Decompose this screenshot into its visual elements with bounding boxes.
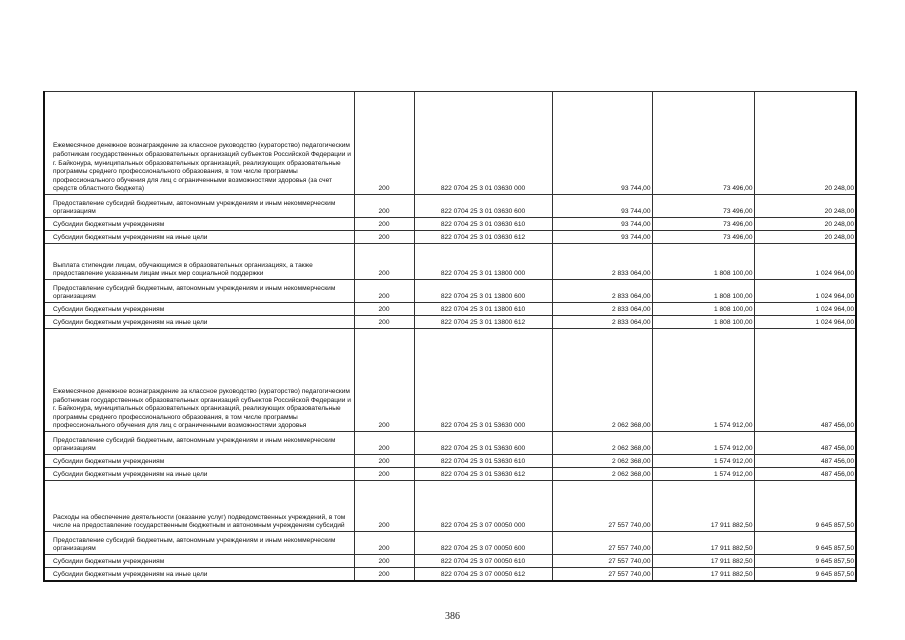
table-row <box>44 316 856 329</box>
table-row <box>44 481 856 532</box>
cell-code: 200 <box>354 468 414 481</box>
cell-code: 200 <box>354 316 414 329</box>
cell-v3: 1 024 964,00 <box>754 244 856 280</box>
cell-v2: 1 808 100,00 <box>652 280 754 303</box>
cell-v2: 17 911 882,50 <box>652 568 754 581</box>
cell-name: Предоставление субсидий бюджетным, автономным учреждениям и иным некоммерческим организациям <box>44 432 354 455</box>
cell-kbk: 822 0704 25 3 01 13800 612 <box>414 316 552 329</box>
cell-v3: 487 456,00 <box>754 468 856 481</box>
cell-code: 200 <box>354 303 414 316</box>
table-row <box>44 532 856 555</box>
table-row <box>44 244 856 280</box>
budget-table-body <box>44 92 856 581</box>
cell-v1: 27 557 740,00 <box>552 555 652 568</box>
cell-code: 200 <box>354 195 414 218</box>
cell-code: 200 <box>354 532 414 555</box>
cell-code: 200 <box>354 231 414 244</box>
cell-v1: 93 744,00 <box>552 231 652 244</box>
table-row <box>44 555 856 568</box>
cell-v2: 1 574 912,00 <box>652 468 754 481</box>
cell-code: 200 <box>354 555 414 568</box>
cell-v2: 17 911 882,50 <box>652 532 754 555</box>
cell-v1: 2 062 368,00 <box>552 468 652 481</box>
cell-v3: 1 024 964,00 <box>754 316 856 329</box>
cell-name: Субсидии бюджетным учреждениям на иные цели <box>44 231 354 244</box>
table-row <box>44 303 856 316</box>
cell-v3: 9 645 857,50 <box>754 555 856 568</box>
cell-v3: 9 645 857,50 <box>754 481 856 532</box>
cell-code: 200 <box>354 481 414 532</box>
cell-name: Субсидии бюджетным учреждениям на иные цели <box>44 468 354 481</box>
table-row <box>44 280 856 303</box>
cell-v2: 1 808 100,00 <box>652 244 754 280</box>
cell-v3: 1 024 964,00 <box>754 303 856 316</box>
table-row <box>44 92 856 195</box>
cell-kbk: 822 0704 25 3 01 13800 610 <box>414 303 552 316</box>
cell-kbk: 822 0704 25 3 01 13800 000 <box>414 244 552 280</box>
cell-v3: 487 456,00 <box>754 329 856 432</box>
cell-kbk: 822 0704 25 3 01 03630 600 <box>414 195 552 218</box>
cell-v3: 20 248,00 <box>754 231 856 244</box>
cell-v1: 93 744,00 <box>552 195 652 218</box>
cell-v3: 9 645 857,50 <box>754 568 856 581</box>
cell-kbk: 822 0704 25 3 01 03630 610 <box>414 218 552 231</box>
cell-v3: 20 248,00 <box>754 218 856 231</box>
cell-v1: 93 744,00 <box>552 218 652 231</box>
cell-v1: 2 833 064,00 <box>552 244 652 280</box>
cell-v3: 1 024 964,00 <box>754 280 856 303</box>
cell-v1: 2 062 368,00 <box>552 455 652 468</box>
cell-code: 200 <box>354 244 414 280</box>
cell-code: 200 <box>354 568 414 581</box>
cell-v1: 2 833 064,00 <box>552 280 652 303</box>
cell-v1: 27 557 740,00 <box>552 532 652 555</box>
table-row <box>44 432 856 455</box>
table-row <box>44 195 856 218</box>
page-number: 386 <box>445 611 460 622</box>
cell-code: 200 <box>354 432 414 455</box>
cell-name: Расходы на обеспечение деятельности (оказание услуг) подведомственных учреждений, в том числе на предоставление государственным бюджетным и автономным учреждениям субсидий <box>44 481 354 532</box>
table-row <box>44 468 856 481</box>
cell-name: Выплата стипендии лицам, обучающимся в образовательных организациях, а также предоставление указанным лицам иных мер социальной поддержки <box>44 244 354 280</box>
cell-name: Субсидии бюджетным учреждениям <box>44 555 354 568</box>
cell-v1: 2 062 368,00 <box>552 329 652 432</box>
table-row <box>44 231 856 244</box>
cell-name: Предоставление субсидий бюджетным, автономным учреждениям и иным некоммерческим организациям <box>44 195 354 218</box>
cell-name: Предоставление субсидий бюджетным, автономным учреждениям и иным некоммерческим организациям <box>44 532 354 555</box>
cell-v2: 17 911 882,50 <box>652 555 754 568</box>
cell-v1: 2 833 064,00 <box>552 316 652 329</box>
cell-v2: 1 574 912,00 <box>652 432 754 455</box>
table-row <box>44 568 856 581</box>
table-row <box>44 218 856 231</box>
cell-v2: 1 574 912,00 <box>652 455 754 468</box>
cell-v3: 487 456,00 <box>754 455 856 468</box>
cell-name: Ежемесячное денежное вознаграждение за классное руководство (кураторство) педагогическим работникам государственных образовательных организаций субъектов Российской Федерации и г. Байконура, муниципальных образовательных организаций, реализующих образовательные программы среднего профессионального образования, в том числе программы профессионального обучения для лиц с ограниченными возможностями здоровья (за счет средств областного бюджета) <box>44 92 354 195</box>
cell-kbk: 822 0704 25 3 01 53630 600 <box>414 432 552 455</box>
cell-v3: 9 645 857,50 <box>754 532 856 555</box>
cell-v1: 27 557 740,00 <box>552 568 652 581</box>
table-row <box>44 329 856 432</box>
budget-table <box>43 91 857 582</box>
cell-kbk: 822 0704 25 3 07 00050 000 <box>414 481 552 532</box>
budget-table-sheet <box>43 91 855 582</box>
cell-kbk: 822 0704 25 3 01 13800 600 <box>414 280 552 303</box>
cell-name: Субсидии бюджетным учреждениям на иные цели <box>44 316 354 329</box>
cell-kbk: 822 0704 25 3 01 53630 000 <box>414 329 552 432</box>
cell-v1: 2 833 064,00 <box>552 303 652 316</box>
cell-v1: 2 062 368,00 <box>552 432 652 455</box>
cell-v2: 1 574 912,00 <box>652 329 754 432</box>
cell-name: Субсидии бюджетным учреждениям <box>44 455 354 468</box>
cell-v3: 20 248,00 <box>754 195 856 218</box>
cell-v3: 20 248,00 <box>754 92 856 195</box>
cell-name: Предоставление субсидий бюджетным, автономным учреждениям и иным некоммерческим организациям <box>44 280 354 303</box>
cell-kbk: 822 0704 25 3 01 03630 612 <box>414 231 552 244</box>
cell-name: Субсидии бюджетным учреждениям <box>44 303 354 316</box>
cell-v2: 1 808 100,00 <box>652 316 754 329</box>
cell-name: Ежемесячное денежное вознаграждение за классное руководство (кураторство) педагогическим работникам государственных образовательных организаций субъектов Российской Федерации и г. Байконура, муниципальных образовательных организаций, реализующих образовательные программы среднего профессионального образования, в том числе программы профессионального обучения для лиц с ограниченными возможностями здоровья <box>44 329 354 432</box>
cell-code: 200 <box>354 329 414 432</box>
table-row <box>44 455 856 468</box>
cell-v2: 73 496,00 <box>652 195 754 218</box>
cell-kbk: 822 0704 25 3 07 00050 610 <box>414 555 552 568</box>
cell-v2: 73 496,00 <box>652 92 754 195</box>
cell-name: Субсидии бюджетным учреждениям <box>44 218 354 231</box>
cell-v2: 73 496,00 <box>652 231 754 244</box>
cell-kbk: 822 0704 25 3 01 53630 610 <box>414 455 552 468</box>
cell-code: 200 <box>354 280 414 303</box>
cell-kbk: 822 0704 25 3 01 03630 000 <box>414 92 552 195</box>
cell-v3: 487 456,00 <box>754 432 856 455</box>
cell-code: 200 <box>354 92 414 195</box>
cell-name: Субсидии бюджетным учреждениям на иные цели <box>44 568 354 581</box>
cell-v1: 27 557 740,00 <box>552 481 652 532</box>
cell-kbk: 822 0704 25 3 07 00050 600 <box>414 532 552 555</box>
cell-v2: 1 808 100,00 <box>652 303 754 316</box>
cell-code: 200 <box>354 218 414 231</box>
cell-code: 200 <box>354 455 414 468</box>
cell-v2: 73 496,00 <box>652 218 754 231</box>
cell-kbk: 822 0704 25 3 07 00050 612 <box>414 568 552 581</box>
cell-v2: 17 911 882,50 <box>652 481 754 532</box>
cell-v1: 93 744,00 <box>552 92 652 195</box>
cell-kbk: 822 0704 25 3 01 53630 612 <box>414 468 552 481</box>
